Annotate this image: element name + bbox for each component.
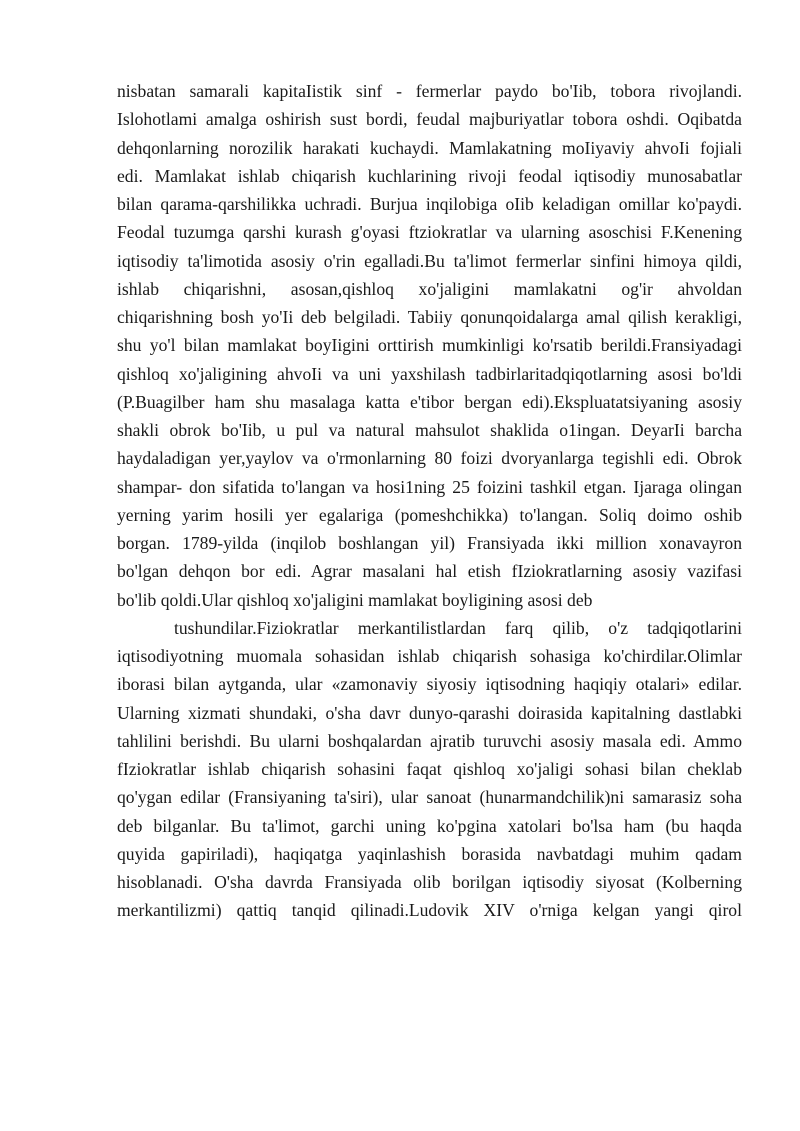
text-line: tushundilar.Fiziokratlar merkantilistlardan farq qilib, o'z tadqiqotlarini: [174, 617, 742, 638]
paragraph-2: [117, 614, 742, 925]
text-line: nisbatan samarali kapitaIistik sinf - fermerlar paydo bo'Iib, tobora rivojlandi.: [117, 81, 742, 101]
text-line: shampar- don sifatida to'langan va hosi1ning 25 foizini tashkil etgan. Ijaraga olingan: [117, 476, 742, 497]
text-line: dehqonlarning norozilik harakati kuchaydi. Mamlakatning moIiyaviy ahvoIi fojiali: [117, 137, 742, 158]
text-line: fIziokratlar ishlab chiqarish sohasini faqat qishloq xo'jaligi sohasi bilan cheklab: [117, 759, 742, 779]
text-line: edi. Mamlakat ishlab chiqarish kuchlarining rivoji feodal iqtisodiy munosabatlar: [117, 165, 742, 186]
text-line: hisoblanadi. O'sha davrda Fransiyada olib borilgan iqtisodiy siyosat (Kolberning: [117, 872, 742, 892]
text-line: ishlab chiqarishni, asosan,qishloq xo'jaligini mamlakatni og'ir ahvoldan: [117, 278, 742, 299]
text-line: Ularning xizmati shundaki, o'sha davr dunyo-qarashi doirasida kapitalning dastlabki: [117, 702, 742, 723]
text-line: shu yo'l bilan mamlakat boyIigini orttirish mumkinligi ko'rsatib berildi.Fransiyadagi: [117, 335, 742, 356]
text-line: Islohotlami amalga oshirish sust bordi, feudal majburiyatlar tobora oshdi. Oqibatda: [117, 109, 742, 130]
text-line: deb bilganlar. Bu ta'limot, garchi uning ko'pgina xatolari bo'lsa ham (bu haqda: [117, 815, 742, 836]
text-line: borgan. 1789-yilda (inqilob boshlangan yil) Fransiyada ikki million xonavayron: [117, 533, 742, 553]
text-line: iqtisodiy ta'limotida asosiy o'rin egalladi.Bu ta'limot fermerlar sinfini himoya qildi,: [117, 250, 742, 271]
text-line: (P.Buagilber ham shu masalaga katta e'tibor bergan edi).Ekspluatatsiyaning asosiy: [117, 391, 742, 412]
text-line: bilan qarama-qarshilikka uchradi. Burjua inqilobiga oIib keladigan omillar ko'paydi.: [117, 194, 742, 214]
text-line: chiqarishning bosh yo'Ii deb belgiladi. Tabiiy qonunqoidalarga amal qilish kerakligi,: [117, 307, 742, 327]
text-line: bo'lgan dehqon bor edi. Agrar masalani hal etish fIziokratlarning asosiy vazifasi: [117, 561, 742, 582]
text-line: bo'lib qoldi.Ular qishloq xo'jaligini mamlakat boyligining asosi deb: [117, 589, 593, 610]
text-line: quyida gapiriladi), haqiqatga yaqinlashish borasida navbatdagi muhim qadam: [117, 843, 742, 864]
document-page: [117, 77, 742, 925]
text-line: yerning yarim hosili yer egalariga (pomeshchikka) to'langan. Soliq doimo oshib: [117, 504, 742, 525]
text-line: qishloq xo'jaligining ahvoIi va uni yaxshilash tadbirlaritadqiqotlarning asosi bo'ldi: [117, 363, 742, 384]
text-line: haydaladigan yer,yaylov va o'rmonlarning 80 foizi dvoryanlarga tegishli edi. Obrok: [117, 448, 742, 469]
text-line: iqtisodiyotning muomala sohasidan ishlab chiqarish sohasiga ko'chirdilar.Olimlar: [117, 646, 742, 666]
text-line: qo'ygan edilar (Fransiyaning ta'siri), ular sanoat (hunarmandchilik)ni samarasiz soha: [117, 787, 742, 808]
text-line: merkantilizmi) qattiq tanqid qilinadi.Ludovik XIV o'rniga kelgan yangi qirol: [117, 900, 742, 921]
paragraph-1: [117, 77, 742, 614]
text-line: Feodal tuzumga qarshi kurash g'oyasi ftziokratlar va ularning asoschisi F.Kenening: [117, 222, 742, 243]
text-line: tahlilini berishdi. Bu ularni boshqalardan ajratib turuvchi asosiy masala edi. Ammo: [117, 730, 742, 751]
text-line: iborasi bilan aytganda, ular «zamonaviy siyosiy iqtisodning haqiqiy otalari» edilar.: [117, 674, 742, 695]
text-line: shakli obrok bo'Iib, u pul va natural mahsulot shaklida o1ingan. DeyarIi barcha: [117, 420, 742, 440]
